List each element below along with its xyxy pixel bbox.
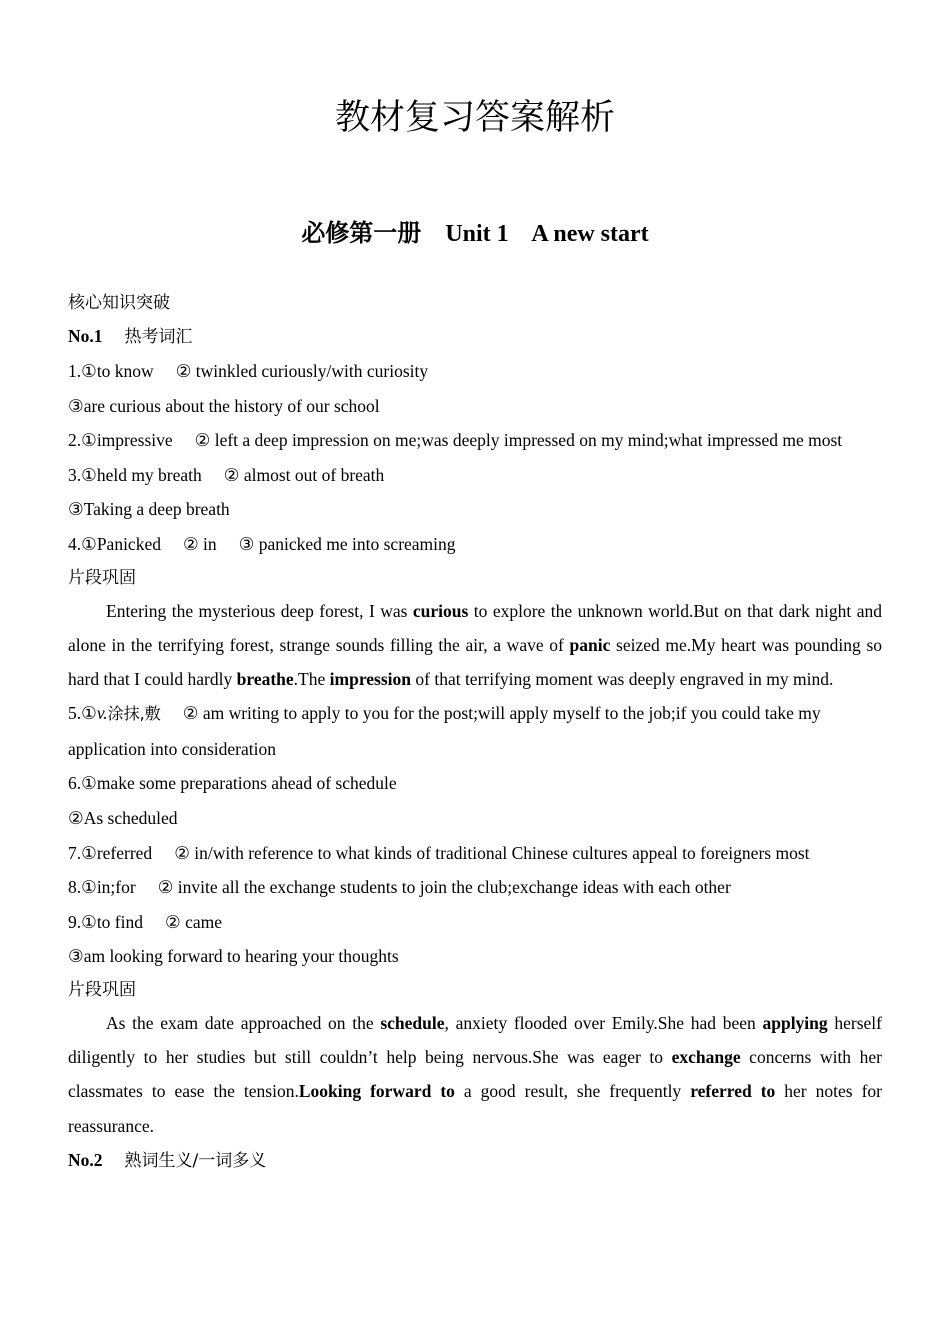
answer-text: 涂抹,敷 xyxy=(107,704,161,724)
answer-text: 2.①impressive xyxy=(68,430,173,451)
answer-line-6: 6.①make some preparations ahead of schedule xyxy=(68,773,397,794)
passage-text: , anxiety flooded over Emily.She had been xyxy=(444,1012,763,1033)
passage-text: herself diligently to her studies but still couldn’t help being nervous.She was eager to xyxy=(68,1012,882,1068)
answer-text: ② came xyxy=(165,911,222,932)
passage-text: Entering the mysterious deep forest, I was xyxy=(106,600,413,621)
passage-text: of that terrifying moment was deeply engraved in my mind. xyxy=(411,668,834,689)
keyword: Looking forward to xyxy=(298,1081,455,1102)
subsection-heading-no1 xyxy=(68,319,882,354)
passage-text: As the exam date approached on the xyxy=(106,1012,381,1033)
section-heading-core: 核心知识突破 xyxy=(68,293,170,313)
subsection-name: 熟词生义/一词多义 xyxy=(124,1150,267,1171)
subsection-name: 热考词汇 xyxy=(124,327,193,347)
unit-name: A new start xyxy=(531,221,649,247)
answer-text: 8.①in;for xyxy=(68,877,136,898)
answer-line-4 xyxy=(68,527,882,562)
subsection-label: No.2 xyxy=(68,1149,103,1170)
unit-title xyxy=(0,214,950,253)
answer-text: ② am writing to apply to you for the post;will apply myself to the job;if you could take my application into consideration xyxy=(68,703,821,759)
answer-line-9b: ③am looking forward to hearing your thoughts xyxy=(68,946,399,967)
part-of-speech: v. xyxy=(96,703,108,724)
answer-line-3b: ③Taking a deep breath xyxy=(68,499,230,520)
consolidation-heading-2: 片段巩固 xyxy=(68,979,136,1000)
answer-text: 7.①referred xyxy=(68,842,153,863)
answer-text: ② invite all the exchange students to join the club;exchange ideas with each other xyxy=(157,877,731,898)
answer-text: 5.① xyxy=(68,703,97,724)
keyword: referred to xyxy=(690,1081,776,1102)
answer-text: ② in xyxy=(182,533,217,554)
passage-text: a good result, she frequently xyxy=(454,1081,691,1102)
unit-number: Unit 1 xyxy=(445,221,509,247)
answer-line-1 xyxy=(68,354,882,389)
keyword: breathe xyxy=(236,668,294,689)
answer-text: 4.①Panicked xyxy=(68,533,161,554)
subsection-heading-no2 xyxy=(68,1143,882,1178)
keyword: curious xyxy=(412,600,469,621)
passage-text: .The xyxy=(293,668,330,689)
answer-line-2 xyxy=(68,423,882,458)
answer-content xyxy=(68,287,882,1178)
answer-text: 1.①to know xyxy=(68,361,154,381)
page-title: 教材复习答案解析 xyxy=(334,98,615,138)
answer-line-3 xyxy=(68,458,882,493)
answer-line-9 xyxy=(68,905,882,940)
answer-text: 3.①held my breath xyxy=(68,464,202,485)
answer-line-5 xyxy=(68,696,882,766)
answer-line-7 xyxy=(68,836,882,871)
keyword: applying xyxy=(762,1012,828,1033)
consolidation-heading: 片段巩固 xyxy=(68,567,136,588)
answer-text: 9.①to find xyxy=(68,911,143,932)
keyword: impression xyxy=(329,668,411,689)
passage-text: concerns with her classmates to ease the tension. xyxy=(68,1047,882,1102)
answer-text: ② twinkled curiously/with curiosity xyxy=(175,361,429,381)
passage-text: to explore the unknown world.But on that dark night and alone in the terrifying forest, strange sounds filling the air, a wave of xyxy=(68,600,882,655)
answer-text: ② left a deep impression on me;was deeply impressed on my mind;what impressed me most xyxy=(194,430,843,451)
consolidation-passage-2 xyxy=(68,1006,882,1143)
answer-text: ② almost out of breath xyxy=(223,464,385,485)
passage-text: seized me.My heart was pounding so hard that I could hardly xyxy=(68,634,882,689)
answer-line-6b: ②As scheduled xyxy=(68,807,178,828)
answer-line-8 xyxy=(68,870,882,905)
passage-text: her notes for reassurance. xyxy=(68,1081,882,1136)
keyword: schedule xyxy=(380,1012,445,1033)
keyword: exchange xyxy=(671,1047,741,1068)
unit-book: 必修第一册 xyxy=(301,219,422,247)
answer-text: ② in/with reference to what kinds of traditional Chinese cultures appeal to foreigners most xyxy=(174,842,810,863)
answer-line-1b: ③are curious about the history of our school xyxy=(68,395,380,416)
keyword: panic xyxy=(569,634,611,655)
consolidation-passage-1 xyxy=(68,594,882,697)
answer-text: ③ panicked me into screaming xyxy=(238,533,456,554)
subsection-label: No.1 xyxy=(68,326,103,346)
